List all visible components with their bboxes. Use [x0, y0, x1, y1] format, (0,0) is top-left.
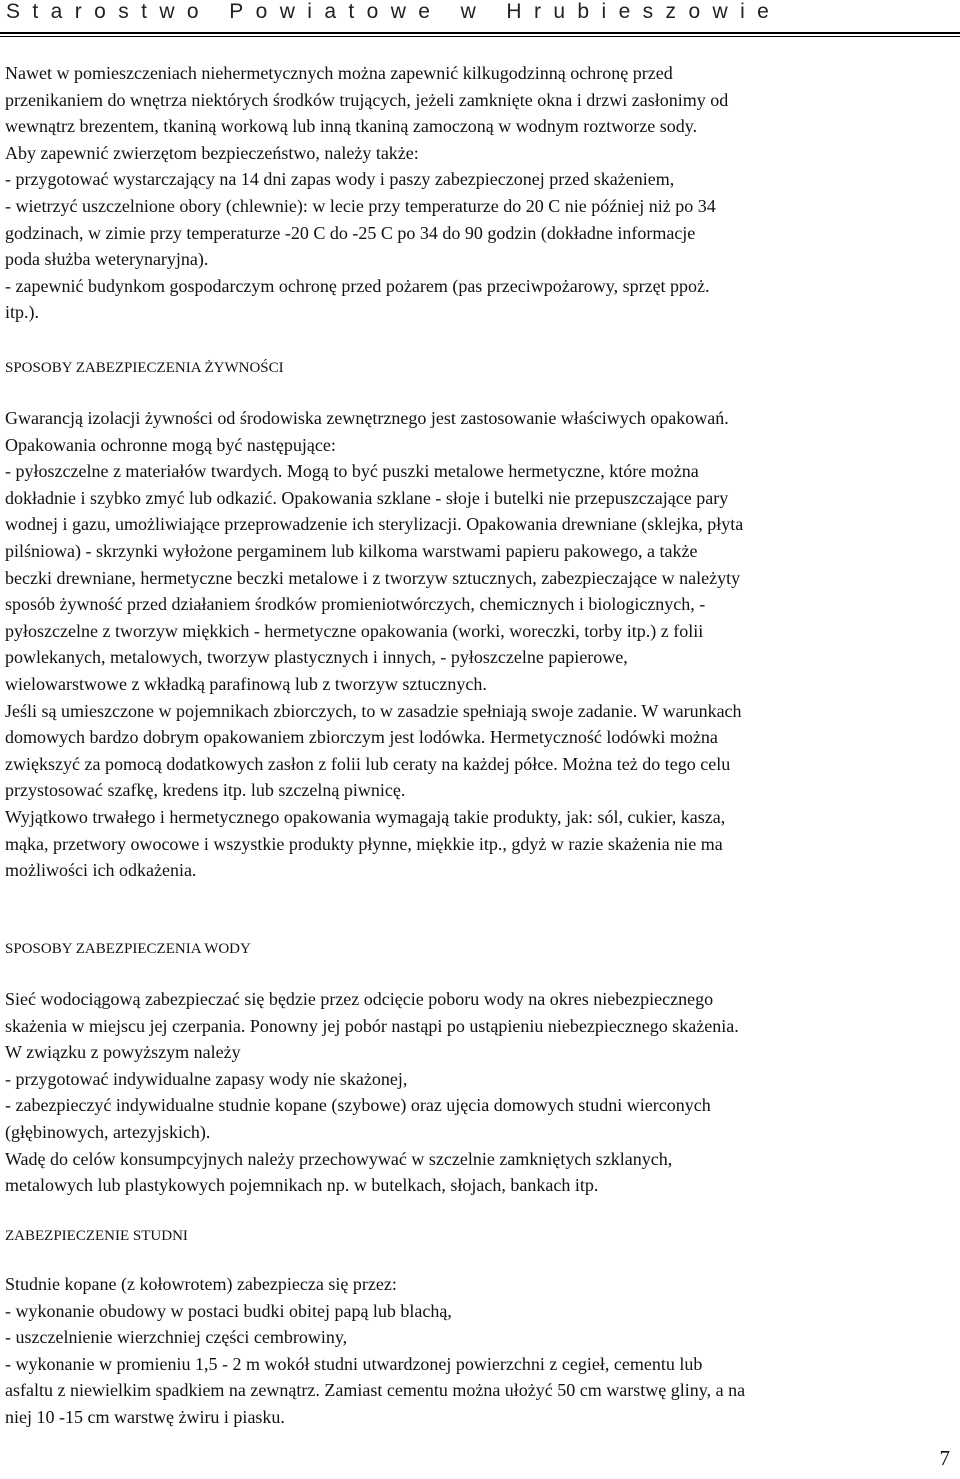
paragraph-line: pilśniowa) - skrzynki wyłożone pergaminem lub kilkoma warstwami papieru pakowego, a także	[5, 540, 698, 561]
paragraph-line: wodnej i gazu, umożliwiające przeprowadzenie ich sterylizacji. Opakowania drewniane (sklejka, płyta	[5, 514, 744, 535]
paragraph-line: skażenia w miejscu jej czerpania. Ponowny jej pobór nastąpi po ustąpieniu niebezpiecznego skażenia.	[5, 1015, 739, 1036]
food-heading: SPOSOBY ZABEZPIECZENIA ŻYWNOŚCI	[5, 360, 284, 376]
paragraph-line: metalowych lub plastykowych pojemnikach np. w butelkach, słojach, bankach itp.	[5, 1175, 599, 1196]
water-heading: SPOSOBY ZABEZPIECZENIA WODY	[5, 941, 251, 957]
paragraph-line: - pyłoszczelne z materiałów twardych. Mogą to być puszki metalowe hermetyczne, które można	[5, 461, 699, 482]
paragraph-line: asfaltu z niewielkim spadkiem na zewnątrz. Zamiast cementu można ułożyć 50 cm warstwę gliny, a na	[5, 1380, 746, 1401]
paragraph-line: - zabezpieczyć indywidualne studnie kopane (szybowe) oraz ujęcia domowych studni wierconych	[5, 1095, 711, 1116]
paragraph-line: niej 10 -15 cm warstwę żwiru i piasku.	[5, 1406, 285, 1427]
page-header: Starostwo Powiatowe w Hrubieszowie	[6, 0, 782, 23]
paragraph-line: Opakowania ochronne mogą być następujące:	[5, 434, 336, 455]
paragraph-line: godzinach, w zimie przy temperaturze -20 C do -25 C po 34 do 90 godzin (dokładne informacje	[5, 222, 696, 243]
paragraph-line: Studnie kopane (z kołowrotem) zabezpiecza się przez:	[5, 1274, 397, 1294]
paragraph-line: pyłoszczelne z tworzyw miękkich - hermetyczne opakowania (worki, woreczki, torby itp.) z folii	[5, 620, 704, 641]
paragraph-line: - zapewnić budynkom gospodarczym ochronę przed pożarem (pas przeciwpożarowy, sprzęt ppoż.	[5, 275, 710, 296]
header-rule	[0, 32, 960, 34]
paragraph-line: (głębinowych, artezyjskich).	[5, 1121, 211, 1142]
paragraph-line: beczki drewniane, hermetyczne beczki metalowe i z tworzyw sztucznych, zabezpieczające w należyty	[5, 567, 741, 588]
paragraph-line: przenikaniem do wnętrza niektórych środków trujących, jeżeli zamknięte okna i drzwi zasłonimy od	[5, 89, 729, 110]
paragraph-line: przystosować szafkę, kredens itp. lub szczelną piwnicę.	[5, 780, 406, 801]
intro-section	[5, 60, 957, 326]
well-heading: ZABEZPIECZENIE STUDNI	[5, 1228, 188, 1244]
paragraph-line: powlekanych, metalowych, tworzyw plastycznych i innych, - pyłoszczelne papierowe,	[5, 647, 628, 668]
paragraph-line: Gwarancją izolacji żywności od środowiska zewnętrznego jest zastosowanie właściwych opakowań.	[5, 408, 729, 428]
paragraph-line: - przygotować wystarczający na 14 dni zapas wody i paszy zabezpieczonej przed skażeniem,	[5, 169, 675, 190]
paragraph-line: dokładnie i szybko zmyć lub odkazić. Opakowania szklane - słoje i butelki nie przepuszczające pary	[5, 487, 729, 508]
paragraph-line: Nawet w pomieszczeniach niehermetycznych można zapewnić kilkugodzinną ochronę przed	[5, 63, 673, 83]
paragraph-line: Wyjątkowo trwałego i hermetycznego opakowania wymagają takie produkty, jak: sól, cukier, kasza,	[5, 806, 726, 827]
paragraph-line: - przygotować indywidualne zapasy wody nie skażonej,	[5, 1068, 408, 1089]
paragraph-line: wewnątrz brezentem, tkaniną workową lub inną tkaniną zamoczoną w wodnym roztworze sody.	[5, 116, 698, 137]
paragraph-line: sposób żywność przed działaniem środków promieniotwórczych, chemicznych i biologicznych, -	[5, 594, 706, 615]
paragraph-line: poda służba weterynaryjna).	[5, 249, 209, 270]
paragraph-line: Wadę do celów konsumpcyjnych należy przechowywać w szczelnie zamkniętych szklanych,	[5, 1148, 673, 1169]
water-section	[5, 986, 957, 1199]
paragraph-line: - wykonanie obudowy w postaci budki obitej papą lub blachą,	[5, 1300, 452, 1321]
paragraph-line: Aby zapewnić zwierzętom bezpieczeństwo, należy także:	[5, 142, 419, 163]
paragraph-line: Jeśli są umieszczone w pojemnikach zbiorczych, to w zasadzie spełniają swoje zadanie. W warunkach	[5, 700, 742, 721]
well-section	[5, 1271, 957, 1431]
food-section	[5, 405, 957, 884]
paragraph-line: - wietrzyć uszczelnione obory (chlewnie): w lecie przy temperaturze do 20 C nie później niż po 34	[5, 195, 716, 216]
paragraph-line: W związku z powyższym należy	[5, 1042, 241, 1063]
paragraph-line: - wykonanie w promieniu 1,5 - 2 m wokół studni utwardzonej powierzchni z cegieł, cementu lub	[5, 1353, 703, 1374]
paragraph-line: zwiększyć za pomocą dodatkowych zasłon z folii lub ceraty na każdej półce. Można też do tego celu	[5, 753, 731, 774]
paragraph-line: mąka, przetwory owocowe i wszystkie produkty płynne, miękkie itp., gdyż w razie skażenia nie ma	[5, 833, 723, 854]
header-rule-thin	[0, 36, 960, 37]
paragraph-line: możliwości ich odkażenia.	[5, 860, 197, 881]
paragraph-line: domowych bardzo dobrym opakowaniem zbiorczym jest lodówka. Hermetyczność lodówki można	[5, 727, 718, 748]
paragraph-line: Sieć wodociągową zabezpieczać się będzie przez odcięcie poboru wody na okres niebezpiecznego	[5, 989, 714, 1009]
paragraph-line: itp.).	[5, 302, 39, 323]
paragraph-line: wielowarstwowe z wkładką parafinową lub z tworzyw sztucznych.	[5, 673, 487, 694]
page-number: 7	[939, 1446, 950, 1470]
paragraph-line: - uszczelnienie wierzchniej części cembrowiny,	[5, 1327, 348, 1348]
